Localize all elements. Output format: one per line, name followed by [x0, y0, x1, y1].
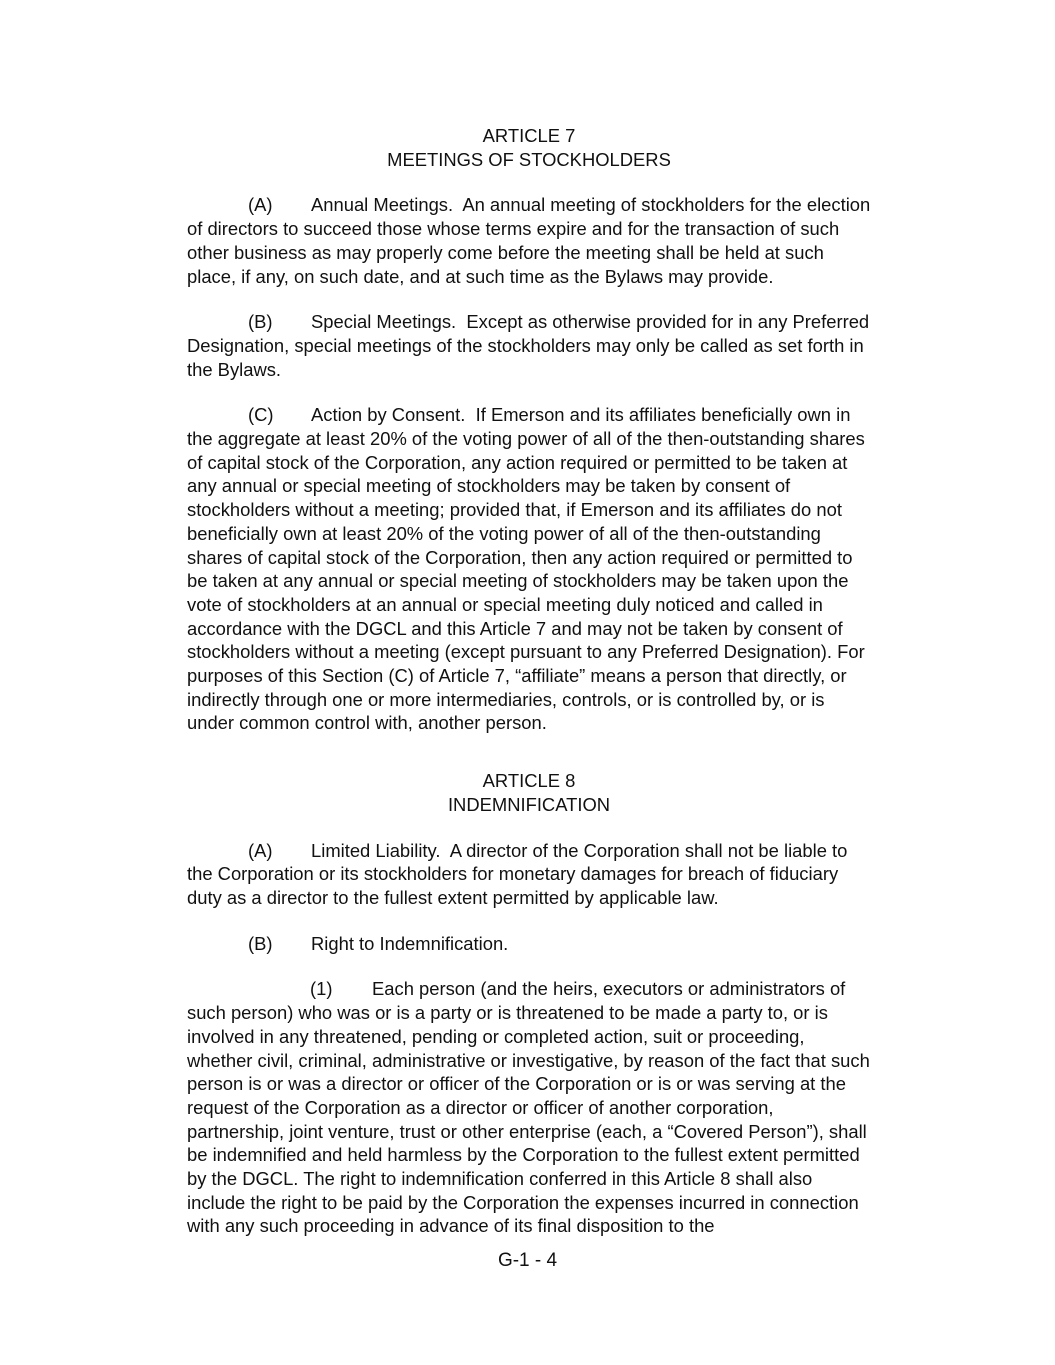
section-text: Except as otherwise provided for in any Preferred Designation, special meetings of the stockholders may only be called as set forth in the Bylaws. — [187, 311, 870, 380]
article-7-section-b — [187, 310, 871, 381]
page-number: G-1 - 4 — [497, 1250, 558, 1271]
section-label: (A) — [248, 839, 273, 861]
section-label: (C) — [248, 404, 274, 426]
subsection-text: Each person (and the heirs, executors or administrators of such person) who was or is a party or is threatened to be made a party to, or is involved in any threatened, pending or completed action, suit or proceeding, whether civil, criminal, administrative or investigative, by reason of the fact that such person is or was a director or officer of the Corporation or is or was serving at the request of the Corporation as a director or officer of another corporation, partnership, joint venture, trust or other enterprise (each, a “Covered Person”), shall be indemnified and held harmless by the Corporation to the fullest extent permitted by the DGCL. The right to indemnification conferred in this Article 8 shall also include the right to be paid by the Corporation the expenses incurred in connection with any such proceeding in advance of its final disposition to the — [187, 978, 870, 1237]
article-8-section-b — [187, 932, 871, 956]
subsection-label: (1) — [310, 978, 333, 1000]
article-7-heading: ARTICLE 7 — [482, 125, 576, 146]
article-7-section-c — [187, 403, 871, 735]
section-title: Limited Liability. — [311, 839, 441, 861]
section-text: A director of the Corporation shall not be liable to the Corporation or its stockholders for monetary damages for breach of fiduciary duty as a director to the fullest extent permitted by applicable law. — [187, 839, 848, 908]
article-8-section-a — [187, 839, 871, 910]
article-8-subsection-1 — [187, 977, 871, 1238]
section-text: An annual meeting of stockholders for the election of directors to succeed those whose terms expire and for the transaction of such other business as may properly come before the meeting shall be held at such place, if any, on such date, and at such time as the Bylaws may provide. — [187, 194, 871, 287]
article-7-subheading: MEETINGS OF STOCKHOLDERS — [387, 148, 671, 170]
section-label: (B) — [248, 932, 273, 954]
article-8-heading: ARTICLE 8 — [482, 770, 576, 792]
section-title: Right to Indemnification. — [311, 932, 509, 954]
page-content — [187, 124, 871, 1238]
section-label: (A) — [248, 194, 273, 216]
section-text: If Emerson and its affiliates beneficially own in the aggregate at least 20% of the voting power of all of the then-outstanding shares of capital stock of the Corporation, any action required or permitted to be taken at any annual or special meeting of stockholders may be taken by consent of stockholders without a meeting; provided that, if Emerson and its affiliates do not beneficially own at least 20% of the voting power of all of the then-outstanding shares of capital stock of the Corporation, then any action required or permitted to be taken at any annual or special meeting of stockholders may be taken upon the vote of stockholders at an annual or special meeting duly noticed and called in accordance with the DGCL and this Article 7 and may not be taken by consent of stockholders without a meeting (except pursuant to any Preferred Designation). For purposes of this Section (C) of Article 7, “affiliate” means a person that directly, or indirectly through one or more intermediaries, controls, or is controlled by, or is under common control with, another person. — [187, 404, 865, 734]
section-title: Annual Meetings. — [311, 194, 454, 216]
section-title: Action by Consent. — [311, 404, 466, 426]
section-label: (B) — [248, 311, 273, 333]
article-8-subheading: INDEMNIFICATION — [447, 793, 611, 815]
article-7-section-a — [187, 193, 871, 288]
section-title: Special Meetings. — [311, 311, 457, 333]
